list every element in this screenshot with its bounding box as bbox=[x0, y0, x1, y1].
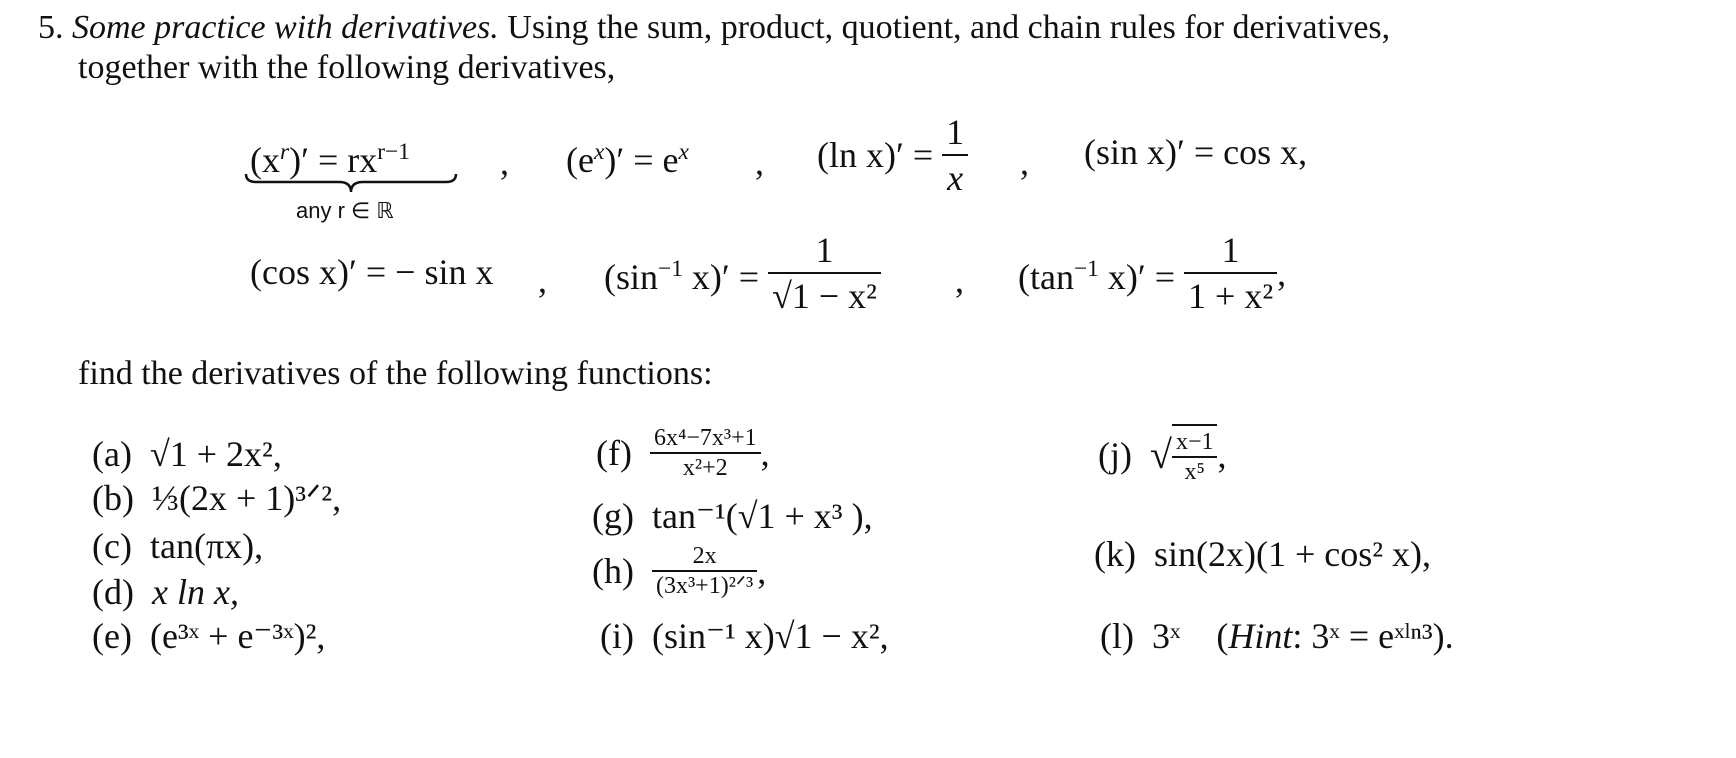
exercise-l-expr: 3ˣ bbox=[1151, 616, 1181, 656]
exercise-g bbox=[592, 494, 873, 538]
exercise-g-expr: tan⁻¹(√1 + x³ ), bbox=[651, 496, 873, 536]
comma-2: , bbox=[755, 142, 764, 182]
exercise-b-label: (b) bbox=[92, 478, 134, 518]
power-rhs: )′ = rx bbox=[289, 140, 378, 180]
exp-rhs: )′ = e bbox=[604, 140, 679, 180]
exercise-j-end: , bbox=[1217, 435, 1227, 475]
problem-number: 5. bbox=[38, 9, 64, 46]
exercise-j-label: (j) bbox=[1098, 435, 1132, 475]
atan-sup: −1 bbox=[1073, 256, 1099, 282]
asin-den: √1 − x² bbox=[768, 272, 881, 318]
exercise-f-end: , bbox=[760, 433, 770, 473]
exercise-j-fraction bbox=[1172, 424, 1218, 486]
exercise-j bbox=[1098, 424, 1226, 486]
atan-fraction bbox=[1184, 228, 1277, 318]
underbrace bbox=[244, 172, 458, 194]
cos-rule: (cos x)′ = − sin x bbox=[250, 252, 494, 292]
atan-den: 1 + x² bbox=[1184, 272, 1277, 318]
exercise-h bbox=[592, 542, 766, 600]
exercise-g-label: (g) bbox=[592, 496, 634, 536]
exercise-c-label: (c) bbox=[92, 526, 132, 566]
exercise-k-expr: sin(2x)(1 + cos² x), bbox=[1153, 534, 1432, 574]
exercise-c-expr: tan(πx), bbox=[149, 526, 264, 566]
atan-num: 1 bbox=[1221, 230, 1240, 270]
exercise-a bbox=[92, 432, 282, 476]
asin-mid: x)′ = bbox=[682, 257, 760, 297]
power-rhs-sup: r−1 bbox=[377, 139, 410, 165]
exercise-i bbox=[600, 614, 889, 658]
exercise-a-label: (a) bbox=[92, 434, 132, 474]
comma-3: , bbox=[1020, 142, 1029, 182]
exp-lhs: (e bbox=[566, 140, 594, 180]
ln-fraction bbox=[942, 110, 968, 200]
exp-rule bbox=[566, 130, 689, 182]
exercise-c bbox=[92, 524, 263, 568]
atan-rule bbox=[1018, 228, 1286, 318]
exercise-e-label: (e) bbox=[92, 616, 132, 656]
exercise-i-label: (i) bbox=[600, 616, 634, 656]
exp-rhs-sup: x bbox=[678, 139, 689, 165]
exercise-d bbox=[92, 570, 239, 614]
asin-fraction bbox=[768, 228, 881, 318]
exercise-d-label: (d) bbox=[92, 572, 134, 612]
sin-rule: (sin x)′ = cos x, bbox=[1084, 132, 1308, 172]
exercise-d-expr: x ln x, bbox=[151, 572, 239, 612]
underbrace-label: any r ∈ ℝ bbox=[296, 198, 394, 223]
exercise-k-label: (k) bbox=[1094, 534, 1136, 574]
exercise-l-label: (l) bbox=[1100, 616, 1134, 656]
exp-sup: x bbox=[593, 139, 605, 165]
power-sup: r bbox=[280, 139, 290, 165]
exercise-b bbox=[92, 476, 341, 520]
asin-sup: −1 bbox=[658, 256, 683, 282]
exercise-f-label: (f) bbox=[596, 433, 632, 473]
ln-lhs: (ln x)′ = bbox=[817, 135, 934, 175]
exercise-l bbox=[1100, 614, 1454, 658]
exercise-b-expr: ⅓(2x + 1)³ᐟ², bbox=[151, 478, 342, 518]
exercise-j-num: x−1 bbox=[1175, 429, 1214, 455]
sqrt-icon: √ bbox=[1149, 432, 1172, 477]
asin-lhs: (sin bbox=[604, 257, 658, 297]
ln-den: x bbox=[942, 154, 968, 200]
asin-num: 1 bbox=[815, 230, 834, 270]
asin-rule bbox=[604, 228, 881, 318]
exercise-e bbox=[92, 614, 325, 658]
comma-5: , bbox=[955, 260, 964, 300]
exercise-h-end: , bbox=[757, 551, 767, 591]
hint-open: ( bbox=[1216, 616, 1229, 656]
exercise-h-num: 2x bbox=[692, 543, 717, 569]
exercise-k bbox=[1094, 532, 1431, 576]
atan-end: , bbox=[1277, 253, 1287, 293]
atan-mid: x)′ = bbox=[1098, 257, 1176, 297]
intro-line-1 bbox=[38, 8, 1390, 48]
ln-rule bbox=[817, 110, 968, 200]
hint-rest: : 3ˣ = eˣˡⁿ³). bbox=[1292, 616, 1454, 656]
atan-lhs: (tan bbox=[1018, 257, 1074, 297]
find-text: find the derivatives of the following functions: bbox=[78, 355, 713, 392]
comma-4: , bbox=[538, 260, 547, 300]
comma-1: , bbox=[500, 142, 509, 182]
exercise-f-fraction bbox=[650, 424, 761, 482]
power-lhs: (x bbox=[250, 140, 280, 180]
exercise-h-fraction bbox=[652, 542, 757, 600]
exercise-f bbox=[596, 424, 770, 482]
exercise-i-expr: (sin⁻¹ x)√1 − x², bbox=[651, 616, 889, 656]
exercise-f-num: 6x⁴−7x³+1 bbox=[653, 425, 757, 451]
hint-word: Hint bbox=[1228, 616, 1293, 656]
exercise-h-label: (h) bbox=[592, 551, 634, 591]
exercise-a-expr: √1 + 2x², bbox=[149, 434, 282, 474]
problem-title: Some practice with derivatives. bbox=[72, 9, 499, 46]
intro-line-2: together with the following derivatives, bbox=[78, 49, 616, 86]
exercise-j-den: x⁵ bbox=[1172, 456, 1218, 486]
intro-text-1: Using the sum, product, quotient, and chain rules for derivatives, bbox=[507, 9, 1391, 46]
exercise-f-den: x²+2 bbox=[650, 452, 761, 482]
ln-num: 1 bbox=[946, 112, 965, 152]
exercise-e-expr: (e³ˣ + e⁻³ˣ)², bbox=[149, 616, 326, 656]
exercise-h-den: (3x³+1)²ᐟ³ bbox=[652, 570, 757, 600]
